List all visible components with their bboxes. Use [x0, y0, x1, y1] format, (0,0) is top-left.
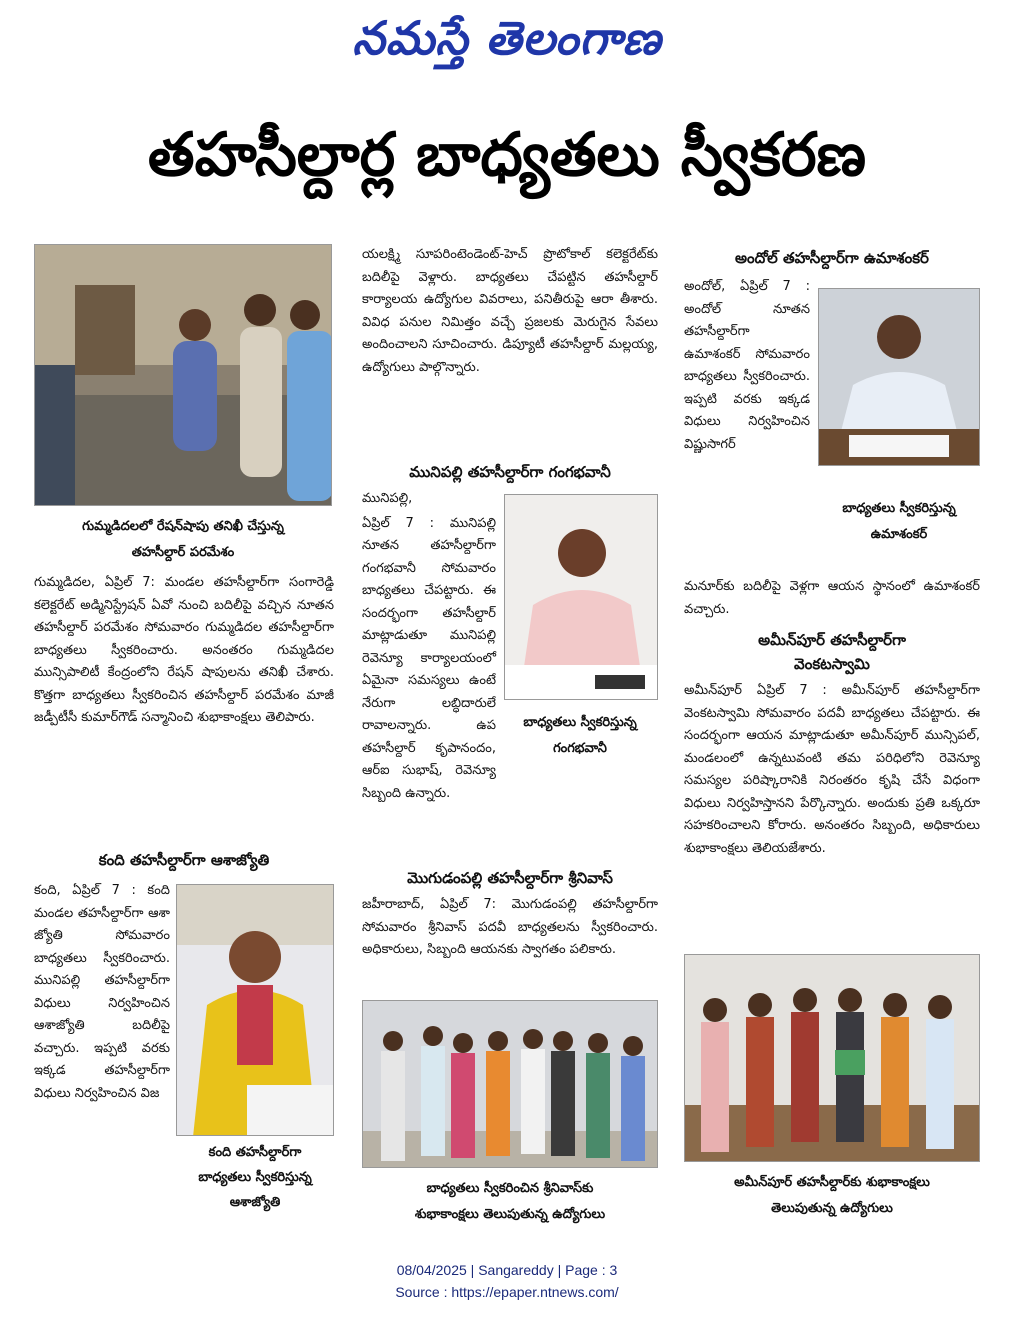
photo-ameenpur-greetings [684, 954, 980, 1162]
story-munipalli-heading [362, 458, 658, 488]
story-ameenpur [684, 626, 980, 862]
caption-ameenpur [684, 1170, 980, 1222]
photo-ration-shop-inspection [34, 244, 332, 506]
article-paragraph: జహీరాబాద్, ఏప్రిల్ 7: మొగుడంపల్లి తహసీల్దార్‌గా సోమవారం శ్రీనివాస్ పదవీ బాధ్యతలను స్వీకరించారు. అధికారులు, సిబ్బంది ఆయనకు స్వాగతం పలికారు. [362, 897, 658, 957]
subheading-kandi: కంది తహసీల్దార్‌గా ఆశాజ్యోతి [98, 851, 270, 869]
caption-line: కంది తహసీల్దార్‌గా [208, 1145, 302, 1160]
story-andol-body-wide [684, 576, 980, 623]
subheading-munipalli: మునిపల్లి తహసీల్దార్‌గా గంగభవానీ [409, 463, 611, 481]
caption-line: బాధ్యతలు స్వీకరిస్తున్న [523, 715, 637, 730]
subheading-line: అమీన్‌పూర్ తహసీల్దార్‌గా [758, 631, 906, 649]
story-gummadidala-body [34, 572, 334, 732]
article-paragraph: గుమ్మడిదల, ఏప్రిల్ 7: మండల తహసీల్దార్‌గా సంగారెడ్డి కలెక్టరేట్ అడ్మినిస్ట్రేషన్ ఏవో నుంచి బదిలీపై వచ్చిన నూతన తహసీల్దార్ పరమేశం సోమవారం గుమ్మడిదల తహసీల్దార్‌గా బాధ్యతలు స్వీకరించారు. అనంతరం గుమ్మడిదల మున్సిపాలిటీ కేంద్రంలోని రేషన్ షాపులను తనిఖీ చేశారు. కొత్తగా బాధ్యతలు స్వీకరించిన తహసీల్దార్ పరమేశం మాజీ జడ్పీటీసీ కుమార్‌గౌడ్ సన్మానించి శుభాకాంక్షలు తెలిపారు. [34, 575, 334, 725]
caption-line: ఆశాజ్యోతి [229, 1195, 281, 1210]
caption-line: ఉమాశంకర్ [870, 527, 928, 542]
article-dateline: మునిపల్లి, [362, 491, 413, 506]
story-andol-body [684, 276, 810, 458]
caption-mogudampally [362, 1176, 658, 1228]
caption-line: గంగభవానీ [553, 741, 607, 756]
subheading-mogudampally: మొగుడంపల్లి తహసీల్దార్‌గా శ్రీనివాస్ [407, 869, 613, 887]
article-paragraph: అందోల్, ఏప్రిల్ 7 : అందోల్ నూతన తహసీల్దార్‌గా ఉమాశంకర్ సోమవారం బాధ్యతలు స్వీకరించారు. ఇప్పటి వరకు ఇక్కడ విధులు నిర్వహించిన విష్ణుసాగర్ [684, 279, 810, 452]
subheading-ameenpur [684, 628, 980, 676]
subheading-line: వెంకటస్వామి [794, 655, 870, 673]
caption-line: తహసీల్దార్ పరమేశం [131, 545, 235, 560]
caption-andol [812, 496, 986, 548]
article-paragraph: ఏప్రిల్ 7 : మునిపల్లి నూతన తహసీల్దార్‌గా గంగభవానీ సోమవారం బాధ్యతలు చేపట్టారు. ఈ సందర్భంగా తహసీల్దార్ మాట్లాడుతూ మునిపల్లి రెవెన్యూ కార్యాలయంలో ఏమైనా సమస్యలు ఉంటే నేరుగా లబ్ధిదారులే రావాలన్నారు. ఉప తహసీల్దార్ కృపానందం, ఆర్‌ఐ సుభాష్, రెవెన్యూ సిబ్బంది ఉన్నారు. [362, 515, 496, 801]
footer-source: Source : https://epaper.ntnews.com/ [395, 1284, 619, 1300]
caption-line: గుమ్మడిదలలో రేషన్‌షాపు తనిఖీ చేస్తున్న [82, 519, 284, 534]
page-headline: తహసీల్దార్ల బాధ్యతలు స్వీకరణ [147, 120, 867, 190]
story-munipalli-body [362, 488, 496, 807]
article-paragraph: యలక్ష్మి సూపరింటెండెంట్-హెచ్ ప్రొటోకాల్ కలెక్టరేట్‌కు బదిలీపై వెళ్లారు. బాధ్యతలు చేపట్టిన తహసీల్దార్ కార్యాలయ ఉద్యోగుల వివరాలు, పనితీరుపై ఆరా తీశారు. వివిధ పనుల నిమిత్తం వచ్చే ప్రజలకు మెరుగైన సేవలు అందించాలని సూచించారు. డిప్యూటీ తహసీల్దార్ మల్లయ్య, ఉద్యోగులు పాల్గొన్నారు. [362, 247, 658, 375]
story-mogudampally [362, 864, 658, 964]
story-andol-heading [684, 244, 980, 274]
subheading-andol: అందోల్ తహసీల్దార్‌గా ఉమాశంకర్ [735, 249, 929, 267]
caption-munipalli [498, 710, 662, 762]
caption-gummadidala [34, 514, 332, 566]
story-kandi-continued [362, 244, 658, 381]
caption-line: బాధ్యతలు స్వీకరిస్తున్న [842, 501, 956, 516]
caption-kandi [176, 1140, 334, 1215]
photo-gangabhavani [504, 494, 658, 700]
article-paragraph: కంది, ఏప్రిల్ 7 : కంది మండల తహసీల్దార్‌గా ఆశా జ్యోతి సోమవారం బాధ్యతలు స్వీకరించారు. మునిపల్లి తహసీల్దార్‌గా విధులు నిర్వహించిన ఆశాజ్యోతి బదిలీపై వచ్చారు. ఇప్పటి వరకు ఇక్కడ తహసీల్దార్‌గా విధులు నిర్వహించిన విజ [34, 883, 170, 1101]
caption-line: బాధ్యతలు స్వీకరించిన శ్రీనివాస్‌కు [426, 1181, 594, 1196]
photo-ashajyothi [176, 884, 334, 1136]
photo-umashankar [818, 288, 980, 466]
caption-line: తెలుపుతున్న ఉద్యోగులు [771, 1201, 893, 1216]
photo-srinivas-greetings [362, 1000, 658, 1168]
article-paragraph: మనూర్‌కు బదిలీపై వెళ్లగా ఆయన స్థానంలో ఉమాశంకర్ వచ్చారు. [684, 579, 980, 617]
caption-line: బాధ్యతలు స్వీకరిస్తున్న [198, 1170, 312, 1185]
caption-line: అమీన్‌పూర్ తహసీల్దార్‌కు శుభాకాంక్షలు [734, 1175, 930, 1190]
article-paragraph: అమీన్‌పూర్ ఏప్రిల్ 7 : అమీన్‌పూర్ తహసీల్దార్‌గా వెంకటస్వామి సోమవారం పదవీ బాధ్యతలు చేపట్టారు. ఈ సందర్భంగా ఆయన మాట్లాడుతూ అమీన్‌పూర్ మున్సిపల్, మండలంలో ఉన్నటువంటి తమ పరిధిలోని రెవెన్యూ సమస్యల పరిష్కారానికి నిరంతరం కృషి చేసే విధంగా విధులు నిర్వహిస్తానని పేర్కొన్నారు. అందుకు ప్రతి ఒక్కరూ సహకరించాలని కోరారు. అనంతరం సిబ్బంది, అధికారులు శుభాకాంక్షలు తెలియజేశారు. [684, 683, 980, 856]
story-kandi [34, 846, 334, 876]
story-kandi-body [34, 880, 170, 1107]
footer-date-edition: 08/04/2025 | Sangareddy | Page : 3 [396, 1262, 618, 1278]
masthead-logo: నమస్తే తెలంగాణ [352, 11, 662, 65]
caption-line: శుభాకాంక్షలు తెలుపుతున్న ఉద్యోగులు [414, 1207, 606, 1222]
